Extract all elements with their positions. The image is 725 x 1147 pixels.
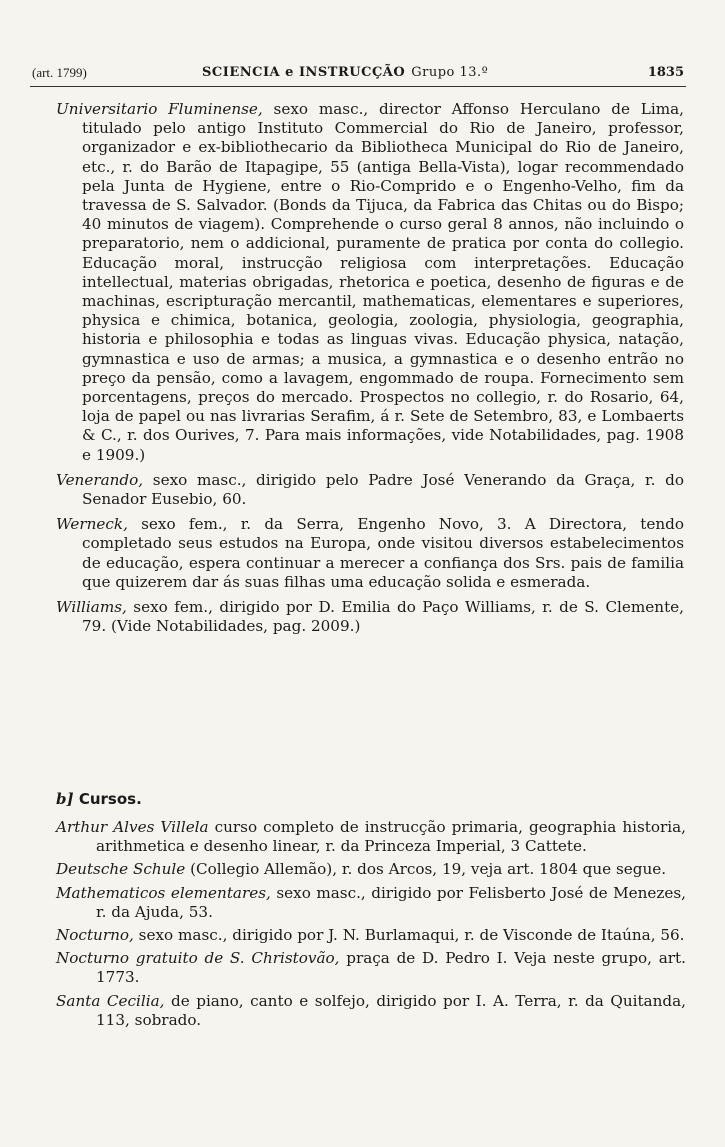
header-rule (30, 86, 686, 87)
school-entry (56, 515, 684, 592)
article-ref: (art. 1799) (32, 65, 87, 80)
school-text: sexo masc., dirigido pelo Padre José Venerando da Graça, r. do Senador Eusebio, 60. (82, 470, 684, 509)
school-entry (56, 100, 684, 465)
course-text: (Collegio Allemão), r. dos Arcos, 19, veja art. 1804 que segue. (185, 860, 667, 879)
school-text: sexo fem., r. da Serra, Engenho Novo, 3. A Directora, tendo completado seus estudos na Europa, onde visitou diversos estabelecimentos de educação, espera continuar a merecer a confiança dos Srs. pais de familia que quizerem dar ás suas filhas uma educação solida e esmerada. (82, 515, 684, 591)
course-entry (56, 992, 686, 1030)
course-text: sexo masc., dirigido por Felisberto José de Menezes, r. da Ajuda, 53. (96, 883, 686, 921)
school-entry (56, 471, 684, 509)
courses-list (56, 818, 686, 1034)
group-label: Grupo 13.º (411, 65, 489, 80)
running-title (202, 62, 488, 84)
school-text: sexo masc., director Affonso Herculano de Lima, titulado pelo antigo Instituto Commercial do Rio de Janeiro, professor, organizador e ex-bibliothecario da Bibliotheca Municipal do Rio de Janeiro, etc., r. do Barão de Itapagipe, 55 (antiga Bella-Vista), logar recommendado pela Junta de Hygiene, entre o Rio-Comprido e o Engenho-Velho, fim da travessa de S. Salvador. (Bonds da Tijuca, da Fabrica das Chitas ou do Bispo; 40 minutos de viagem). Comprehende o curso geral 8 annos, não incluindo o preparatorio, nem o addicional, puramente de pratica por conta do collegio. Educação moral, instrucção religiosa com interpretações. Educação intellectual, materias obrigadas, rhetorica e poetica, desenho de figuras e de machinas, escripturação mercantil, mathematicas, elementares e superiores, physica e chimica, botanica, geologia, zoologia, physiologia, geographia, historia e philosophia e todas as linguas vivas. Educação physica, natação, gymnastica e uso de armas; a musica, a gymnastica e o desenho entrão no preço da pensão, como a lavagem, engommado de roupa. Fornecimento sem porcentagens, preços do mercado. Prospectos no collegio, r. do Rosario, 64, loja de papel ou nas livrarias Serafim, á r. Sete de Setembro, 83, e Lombaerts & C., r. dos Ourives, 7. Para mais informações, vide Notabilidades, pag. 1908 e 1909.) (82, 100, 684, 464)
school-name: Venerando, (56, 470, 144, 489)
course-entry (56, 860, 686, 879)
section-letter: b] (56, 790, 74, 808)
school-name: Werneck, (56, 515, 128, 534)
school-text: sexo fem., dirigido por D. Emilia do Paço Williams, r. de S. Clemente, 79. (Vide Notabilidades, pag. 2009.) (82, 598, 684, 636)
course-entry (56, 949, 686, 987)
school-name: Williams, (56, 598, 127, 617)
course-name: Santa Cecilia, (56, 991, 165, 1010)
course-name: Deutsche Schule (56, 860, 186, 879)
course-text: sexo masc., dirigido por J. N. Burlamaqui, r. de Visconde de Itaúna, 56. (133, 926, 685, 945)
section-heading (56, 790, 142, 808)
running-title-text: SCIENCIA e INSTRUCÇÃO (202, 65, 406, 80)
school-entry (56, 598, 684, 636)
course-text: praça de D. Pedro I. Veja neste grupo, art. 1773. (96, 949, 686, 987)
course-entry (56, 818, 686, 856)
school-name: Universitario Fluminense, (56, 100, 263, 118)
course-text: de piano, canto e solfejo, dirigido por I. A. Terra, r. da Quitanda, 113, sobrado. (96, 991, 686, 1029)
course-name: Nocturno, (56, 926, 134, 945)
page-header (32, 62, 684, 84)
course-name: Arthur Alves Villela (56, 818, 209, 836)
course-entry (56, 884, 686, 922)
course-text: curso completo de instrucção primaria, geographia historia, arithmetica e desenho linear, r. da Princeza Imperial, 3 Cattete. (96, 818, 686, 856)
course-name: Nocturno gratuito de S. Christovão, (56, 949, 340, 968)
schools-list (56, 100, 684, 642)
course-name: Mathematicos elementares, (56, 883, 271, 902)
course-entry (56, 926, 686, 945)
page-number: 1835 (647, 65, 684, 80)
section-title: Cursos. (78, 790, 142, 808)
